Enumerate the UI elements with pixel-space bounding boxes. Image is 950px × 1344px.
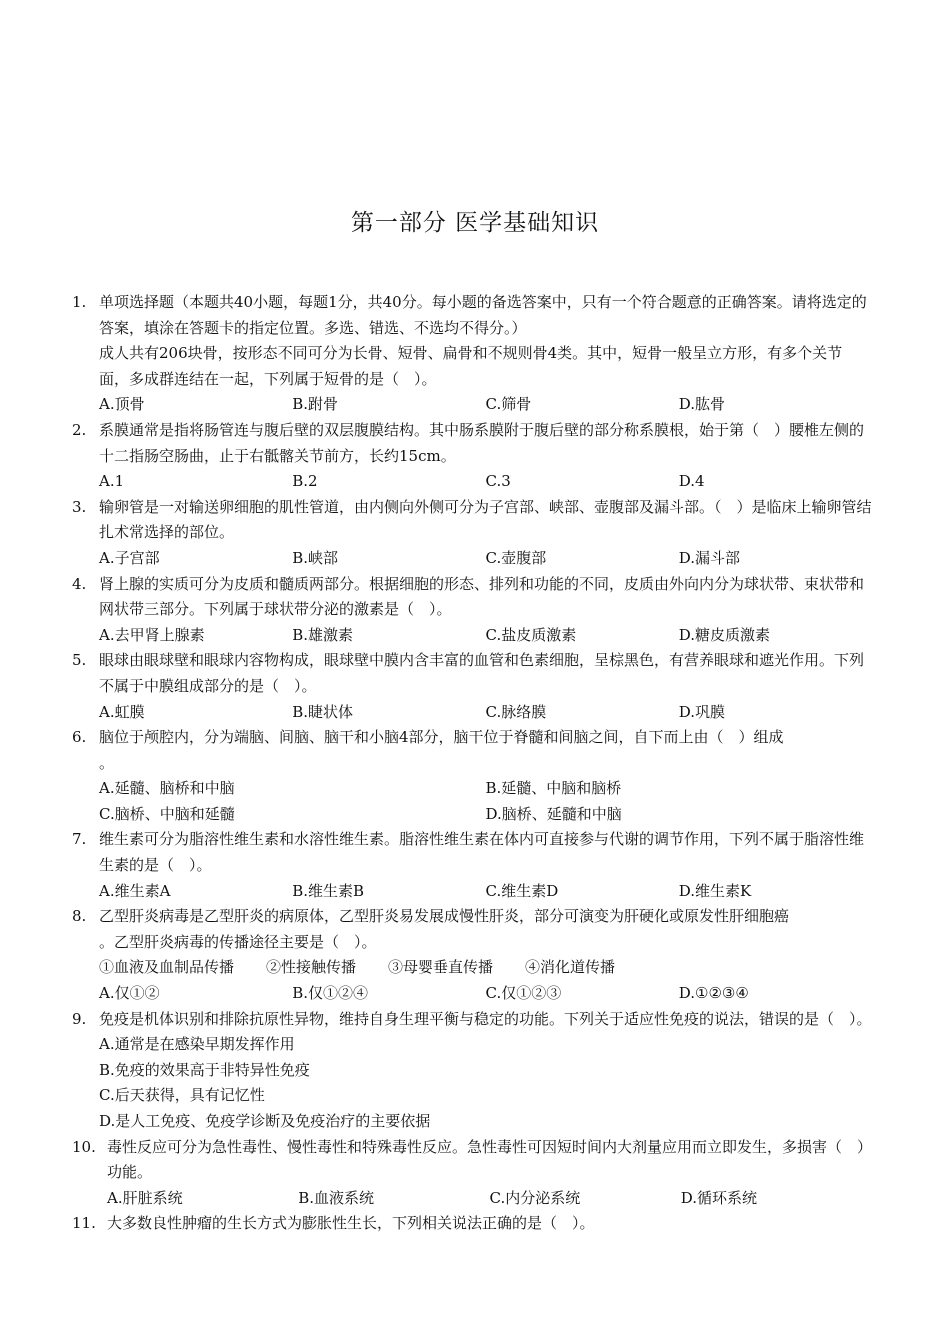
option-d[interactable]: D.脑桥、延髓和中脑 bbox=[485, 804, 622, 823]
option-a[interactable]: A.子宫部 bbox=[99, 548, 160, 567]
statement-item: ①血液及血制品传播 bbox=[99, 958, 235, 977]
option-b[interactable]: B.2 bbox=[292, 472, 318, 491]
option-a[interactable]: A.顶骨 bbox=[99, 395, 145, 414]
question-number: 11. bbox=[72, 1214, 96, 1233]
option-d[interactable]: D.是人工免疫、免疫学诊断及免疫治疗的主要依据 bbox=[99, 1112, 431, 1130]
question-number: 5. bbox=[72, 651, 87, 670]
option-c[interactable]: C.3 bbox=[485, 472, 511, 491]
question-item bbox=[72, 1007, 872, 1135]
option-a[interactable]: A.去甲肾上腺素 bbox=[99, 625, 205, 644]
option-d[interactable]: D.①②③④ bbox=[678, 984, 749, 1003]
question-text: 眼球由眼球壁和眼球内容物构成，眼球壁中膜内含丰富的血管和色素细胞，呈棕黑色，有营养眼球和遮光作用。下列不属于中膜组成部分的是（ ）。 bbox=[99, 651, 865, 695]
option-d[interactable]: D.糖皮质激素 bbox=[678, 625, 771, 644]
question-number: 7. bbox=[72, 830, 87, 849]
option-group bbox=[99, 623, 872, 649]
option-c[interactable]: C.盐皮质激素 bbox=[485, 625, 577, 644]
question-list bbox=[72, 290, 872, 1237]
option-d[interactable]: D.漏斗部 bbox=[678, 548, 741, 567]
option-b[interactable]: B.延髓、中脑和脑桥 bbox=[485, 779, 622, 798]
option-group bbox=[99, 469, 872, 495]
question-text: 肾上腺的实质可分为皮质和髓质两部分。根据细胞的形态、排列和功能的不同，皮质由外向内分为球状带、束状带和网状带三部分。下列属于球状带分泌的激素是（ ）。 bbox=[99, 574, 865, 619]
question-text: 毒性反应可分为急性毒性、慢性毒性和特殊毒性反应。急性毒性可因短时间内大剂量应用而立即发生，多损害（ ）功能。 bbox=[107, 1137, 873, 1182]
option-group bbox=[99, 700, 872, 726]
option-b[interactable]: B.仅①②④ bbox=[292, 984, 369, 1003]
option-group bbox=[99, 546, 872, 572]
statement-item: ③母婴垂直传播 bbox=[388, 958, 494, 977]
question-item bbox=[72, 1211, 872, 1237]
option-a[interactable]: A.1 bbox=[99, 472, 125, 491]
question-text: 大多数良性肿瘤的生长方式为膨胀性生长，下列相关说法正确的是（ ）。 bbox=[107, 1214, 595, 1233]
question-text: 成人共有206块骨，按形态不同可分为长骨、短骨、扁骨和不规则骨4类。其中，短骨一般呈立方形，有多个关节面，多成群连结在一起，下列属于短骨的是（ ）。 bbox=[99, 344, 843, 388]
question-text-continuation: 。乙型肝炎病毒的传播途径主要是（ ）。 bbox=[99, 932, 377, 951]
question-text: 乙型肝炎病毒是乙型肝炎的病原体，乙型肝炎易发展成慢性肝炎，部分可演变为肝硬化或原发性肝细胞癌 bbox=[99, 907, 790, 926]
option-d[interactable]: D.巩膜 bbox=[678, 702, 726, 721]
question-item bbox=[72, 418, 872, 495]
question-text: 维生素可分为脂溶性维生素和水溶性维生素。脂溶性维生素在体内可直接参与代谢的调节作用，下列不属于脂溶性维生素的是（ ）。 bbox=[99, 830, 865, 875]
question-item bbox=[72, 725, 872, 827]
question-instructions: 单项选择题（本题共40小题，每题1分，共40分。每小题的备选答案中，只有一个符合题意的正确答案。请将选定的答案，填涂在答题卡的指定位置。多选、错选、不选均不得分。） bbox=[99, 293, 867, 337]
option-a[interactable]: A.维生素A bbox=[99, 881, 171, 900]
question-number: 3. bbox=[72, 497, 87, 516]
option-c[interactable]: C.维生素D bbox=[485, 881, 559, 900]
question-text: 输卵管是一对输送卵细胞的肌性管道，由内侧向外侧可分为子宫部、峡部、壶腹部及漏斗部。（ ）是临床上输卵管结扎术常选择的部位。 bbox=[99, 497, 872, 542]
option-b[interactable]: B.跗骨 bbox=[292, 395, 339, 414]
option-d[interactable]: D.肱骨 bbox=[678, 395, 726, 414]
question-number: 1. bbox=[72, 293, 87, 311]
option-b[interactable]: B.峡部 bbox=[292, 548, 339, 567]
question-text-continuation: 。 bbox=[99, 753, 115, 772]
option-d[interactable]: D.维生素K bbox=[678, 881, 752, 900]
question-text: 系膜通常是指将肠管连与腹后壁的双层腹膜结构。其中肠系膜附于腹后壁的部分称系膜根，始于第（ ）腰椎左侧的十二指肠空肠曲，止于右骶髂关节前方，长约15cm。 bbox=[99, 420, 865, 465]
statement-list bbox=[99, 955, 872, 981]
option-c[interactable]: C.壶腹部 bbox=[485, 548, 547, 567]
question-item bbox=[72, 648, 872, 725]
question-item bbox=[72, 290, 872, 418]
option-group bbox=[99, 776, 872, 827]
option-group bbox=[99, 879, 872, 905]
question-item bbox=[72, 572, 872, 649]
option-b[interactable]: B.免疫的效果高于非特异性免疫 bbox=[99, 1060, 310, 1079]
question-text: 脑位于颅腔内，分为端脑、间脑、脑干和小脑4部分，脑干位于脊髓和间脑之间，自下而上由（ ）组成 bbox=[99, 728, 784, 747]
question-text: 免疫是机体识别和排除抗原性异物，维持自身生理平衡与稳定的功能。下列关于适应性免疫的说法，错误的是（ ）。 bbox=[99, 1009, 872, 1028]
question-number: 9. bbox=[72, 1009, 87, 1028]
option-c[interactable]: C.脉络膜 bbox=[485, 702, 547, 721]
question-item bbox=[72, 1135, 872, 1212]
option-d[interactable]: D.循环系统 bbox=[680, 1188, 758, 1207]
option-group bbox=[99, 1032, 872, 1134]
option-b[interactable]: B.维生素B bbox=[292, 881, 365, 900]
option-d[interactable]: D.4 bbox=[678, 472, 705, 491]
question-number: 4. bbox=[72, 574, 87, 593]
option-c[interactable]: C.后天获得，具有记忆性 bbox=[99, 1086, 265, 1105]
option-b[interactable]: B.血液系统 bbox=[298, 1188, 375, 1207]
option-c[interactable]: C.内分泌系统 bbox=[489, 1188, 581, 1207]
option-a[interactable]: A.通常是在感染早期发挥作用 bbox=[99, 1035, 295, 1054]
option-group bbox=[99, 981, 872, 1007]
option-group bbox=[107, 1186, 872, 1212]
option-c[interactable]: C.脑桥、中脑和延髓 bbox=[99, 804, 235, 823]
statement-item: ④消化道传播 bbox=[525, 958, 616, 977]
option-b[interactable]: B.雄激素 bbox=[292, 625, 354, 644]
option-b[interactable]: B.睫状体 bbox=[292, 702, 354, 721]
statement-item: ②性接触传播 bbox=[266, 958, 357, 977]
question-item bbox=[72, 904, 872, 1006]
question-number: 10. bbox=[72, 1137, 96, 1156]
option-a[interactable]: A.虹膜 bbox=[99, 702, 145, 721]
option-group bbox=[99, 392, 872, 418]
option-c[interactable]: C.筛骨 bbox=[485, 395, 532, 414]
option-a[interactable]: A.仅①② bbox=[99, 984, 160, 1003]
question-item bbox=[72, 827, 872, 904]
option-a[interactable]: A.延髓、脑桥和中脑 bbox=[99, 779, 235, 798]
option-a[interactable]: A.肝脏系统 bbox=[107, 1188, 183, 1207]
page-title: 第一部分 医学基础知识 bbox=[350, 210, 600, 236]
question-number: 8. bbox=[72, 907, 87, 926]
question-number: 2. bbox=[72, 420, 87, 439]
question-item bbox=[72, 495, 872, 572]
question-number: 6. bbox=[72, 728, 87, 747]
option-c[interactable]: C.仅①②③ bbox=[485, 984, 562, 1003]
